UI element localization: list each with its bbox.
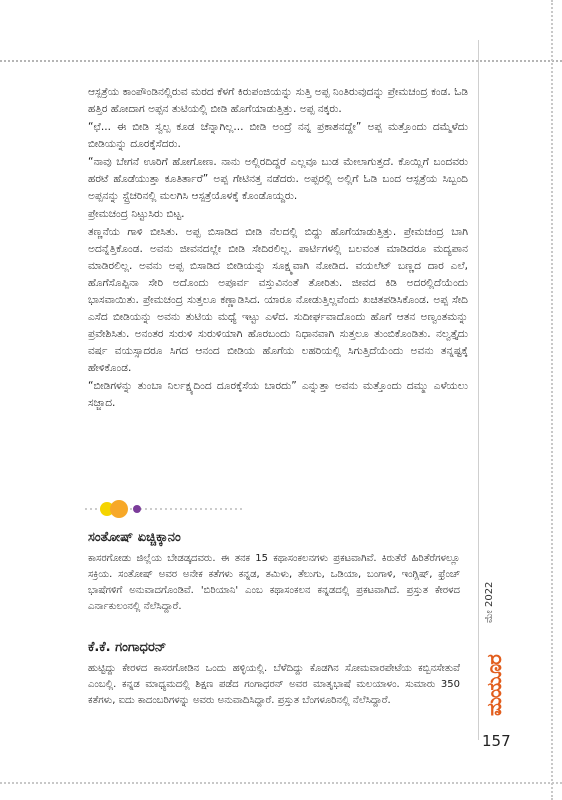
story-paragraph: ಪ್ರೇಮಚಂದ್ರ ನಿಟ್ಟುಸಿರು ಬಿಟ್ಟ. [88, 208, 185, 220]
story-paragraph: ಆಸ್ಪತ್ರೆಯ ಕಾಂಪೌಂಡಿನಲ್ಲಿರುವ ಮರದ ಕೆಳಗೆ ಕಿರುಪಂಜಿಯನ್ನು ಸುತ್ತಿ ಅಪ್ಪ ನಿಂತಿರುವುದನ್ನು ಪ್ರೇಮಚಂದ್ರ ಕಂಡ. ಓಡಿ ಹತ್ತಿರ ಹೋದಾಗ ಅಪ್ಪನ ತುಟಿಯಲ್ಲಿ ಬೀಡಿ ಹೊಗೆಯಾಡುತ್ತಿತ್ತು. ಅಪ್ಪ ನಕ್ಕರು. [88, 86, 468, 115]
author-bio-block [88, 530, 460, 615]
purple-dot [133, 505, 141, 513]
story-paragraph: “ಬೀಡಿಗಳನ್ನು ತುಂಬಾ ನಿರ್ಲಕ್ಷ್ಯದಿಂದ ದೂರಕ್ಕೆಸೆಯ ಬಾರದು” ಎನ್ನುತ್ತಾ ಅವನು ಮತ್ತೊಂದು ದಮ್ಮು ಎಳೆಯಲು ಸಜ್ಜಾದ. [88, 380, 468, 409]
story-paragraph: “ನಾವು ಬೇಗನೆ ಊರಿಗೆ ಹೋಗೋಣ. ನಾನು ಅಲ್ಲಿರದಿದ್ದರೆ ಎಲ್ಲವೂ ಬುಡ ಮೇಲಾಗುತ್ತದೆ. ಕೊಯ್ಲಿಗೆ ಬಂದವರು ಹರಟೆ ಹೊಡೆಯುತ್ತಾ ಕೂತಿರ್ತಾರೆ” ಅಪ್ಪ ಗೇಟಿನತ್ತ ನಡೆದರು. ಅಪ್ಪರಲ್ಲಿ ಅಲ್ಲಿಗೆ ಓಡಿ ಬಂದ ಆಸ್ಪತ್ರೆಯ ಸಿಬ್ಬಂದಿ ಅಪ್ಪನನ್ನು ಸ್ಟ್ರೆಚರಿನಲ್ಲಿ ಮಲಗಿಸಿ ಆಸ್ಪತ್ರೆಯೊಳಕ್ಕೆ ಕೊಂಡೊಯ್ದರು. [88, 156, 468, 202]
translator-bio-block [88, 640, 460, 709]
sidebar-rule [478, 40, 479, 740]
bottom-dotted-rule [0, 782, 562, 784]
magazine-logo: ಮಯೂರ [482, 655, 506, 717]
story-body [88, 84, 468, 413]
author-bio: ಕಾಸರಗೋಡು ಜಿಲ್ಲೆಯ ಬೇಡಡ್ಕದವರು. ಈ ತನಕ 15 ಕಥಾಸಂಕಲನಗಳು ಪ್ರಕಟವಾಗಿವೆ. ಕಿರುತೆರೆ ಹಿರಿತೆರೆಗಳಲ್ಲೂ ಸಕ್ರಿಯ. ಸಂತೋಷ್ ಅವರ ಅನೇಕ ಕತೆಗಳು ಕನ್ನಡ, ತಮಿಳು, ತೆಲುಗು, ಒಡಿಯಾ, ಬಂಗಾಳಿ, ಇಂಗ್ಲಿಷ್, ಫ್ರೆಂಚ್ ಭಾಷೆಗಳಿಗೆ ಅನುವಾದಗೊಂಡಿವೆ. 'ಬಿರಿಯಾನಿ' ಎಂಬ ಕಥಾಸಂಕಲನ ಕನ್ನಡದಲ್ಲಿ ಪ್ರಕಟವಾಗಿದೆ. ಪ್ರಸ್ತುತ ಕೇರಳದ ಎರ್ನಾಕುಲಂನಲ್ಲಿ ನೆಲೆಸಿದ್ದಾರೆ. [88, 553, 460, 612]
translator-name: ಕೆ.ಕೆ. ಗಂಗಾಧರನ್ [88, 640, 167, 655]
issue-date: ಮೇ 2022 [484, 581, 495, 623]
page-number: 157 [482, 732, 511, 750]
orange-dot [110, 500, 128, 518]
translator-bio: ಹುಟ್ಟಿದ್ದು ಕೇರಳದ ಕಾಸರಗೋಡಿನ ಒಂದು ಹಳ್ಳಿಯಲ್ಲಿ. ಬೆಳೆದಿದ್ದು ಕೊಡಗಿನ ಸೋಮವಾರಪೇಟೆಯ ಕಬ್ಬಿನಸೇತುವೆ ಎಂಬಲ್ಲಿ. ಕನ್ನಡ ಮಾಧ್ಯಮದಲ್ಲಿ ಶಿಕ್ಷಣ ಪಡೆದ ಗಂಗಾಧರನ್ ಅವರ ಮಾತೃಭಾಷೆ ಮಲಯಾಳಂ. ಸುಮಾರು 350 ಕತೆಗಳು, ಐದು ಕಾದಂಬರಿಗಳನ್ನು ಅವರು ಅನುವಾದಿಸಿದ್ದಾರೆ. ಪ್ರಸ್ತುತ ಬೆಂಗಳೂರಿನಲ್ಲಿ ನೆಲೆಸಿದ್ದಾರೆ. [88, 663, 460, 706]
decorative-dots-divider [85, 494, 245, 524]
author-name: ಸಂತೋಷ್ ಏಚ್ಚಿಕ್ಕಾನಂ [88, 530, 181, 545]
story-paragraph: ತಣ್ಣನೆಯ ಗಾಳಿ ಬೀಸಿತು. ಅಪ್ಪ ಬಿಸಾಡಿದ ಬೀಡಿ ನೆಲದಲ್ಲಿ ಬಿದ್ದು ಹೊಗೆಯಾಡುತ್ತಿತ್ತು. ಪ್ರೇಮಚಂದ್ರ ಬಾಗಿ ಅದನ್ನೆತ್ತಿಕೊಂಡ. ಅವನು ಜೀವನದಲ್ಲೇ ಬೀಡಿ ಸೇದಿರಲಿಲ್ಲ. ಪಾರ್ಟಿಗಳಲ್ಲಿ ಬಲವಂತ ಮಾಡಿದರೂ ಮದ್ಯಪಾನ ಮಾಡಿರಲಿಲ್ಲ. ಅವನು ಅಪ್ಪ ಬಿಸಾಡಿದ ಬೀಡಿಯನ್ನು ಸೂಕ್ಷ್ಮವಾಗಿ ನೋಡಿದ. ವಯಲೆಟ್ ಬಣ್ಣದ ದಾರ ಎಲೆ, ಹೊಗೆಸೊಪ್ಪಿನಾ ಸೇರಿ ಅದೊಂದು ಅಪೂರ್ವ ವಸ್ತುವಿನಂತೆ ತೋರಿತು. ಜೀವದ ಕಿಡಿ ಅದರಲ್ಲಿದೆಯೆಂದು ಭಾಸವಾಯಿತು. ಪ್ರೇಮಚಂದ್ರ ಸುತ್ತಲೂ ಕಣ್ಣಾಡಿಸಿದ. ಯಾರೂ ನೋಡುತ್ತಿಲ್ಲವೆಂದು ಖಚಿತಪಡಿಸಿಕೊಂಡ. ಅಪ್ಪ ಸೇದಿ ಎಸೆದ ಬೀಡಿಯನ್ನು ಅವನು ತುಟಿಯ ಮಧ್ಯೆ ಇಟ್ಟು ಎಳೆದ. ಸುದೀರ್ಘವಾದೊಂದು ಹೊಗೆ ಆತನ ಅಣ್ವಂತಮನ್ನು ಪ್ರವೇಶಿಸಿತು. ಅನಂತರ ಸುರುಳಿ ಸುರುಳಿಯಾಗಿ ಹೊರಬಂದು ನಿಧಾನವಾಗಿ ಸುತ್ತಲೂ ತುಂಬಿಕೊಂಡಿತು. ನಲ್ವತ್ತೈದು ವರ್ಷ ವಯಸ್ಸಾದರೂ ಸಿಗದ ಆನಂದ ಬೀಡಿಯ ಹೊಗೆಯ ಲಹರಿಯಲ್ಲಿ ಸಿಗುತ್ತಿದೆಯೆಂದು ಅವನು ತನ್ನಷ್ಟಕ್ಕೆ ಹೇಳಿಕೊಂಡ. [88, 226, 468, 374]
story-paragraph: “ಛೆ... ಈ ಬೀಡಿ ಸ್ವಲ್ಪ ಕೂಡ ಚೆನ್ನಾಗಿಲ್ಲ... ಬೀಡಿ ಅಂದ್ರೆ ನನ್ನ ಪ್ರಕಾಶನದ್ದೇ” ಅಪ್ಪ ಮತ್ತೊಂದು ದಮ್ಮೆಳೆದು ಬೀಡಿಯನ್ನು ದೂರಕ್ಕೆಸೆದರು. [88, 121, 468, 150]
right-dotted-rule [551, 0, 553, 800]
